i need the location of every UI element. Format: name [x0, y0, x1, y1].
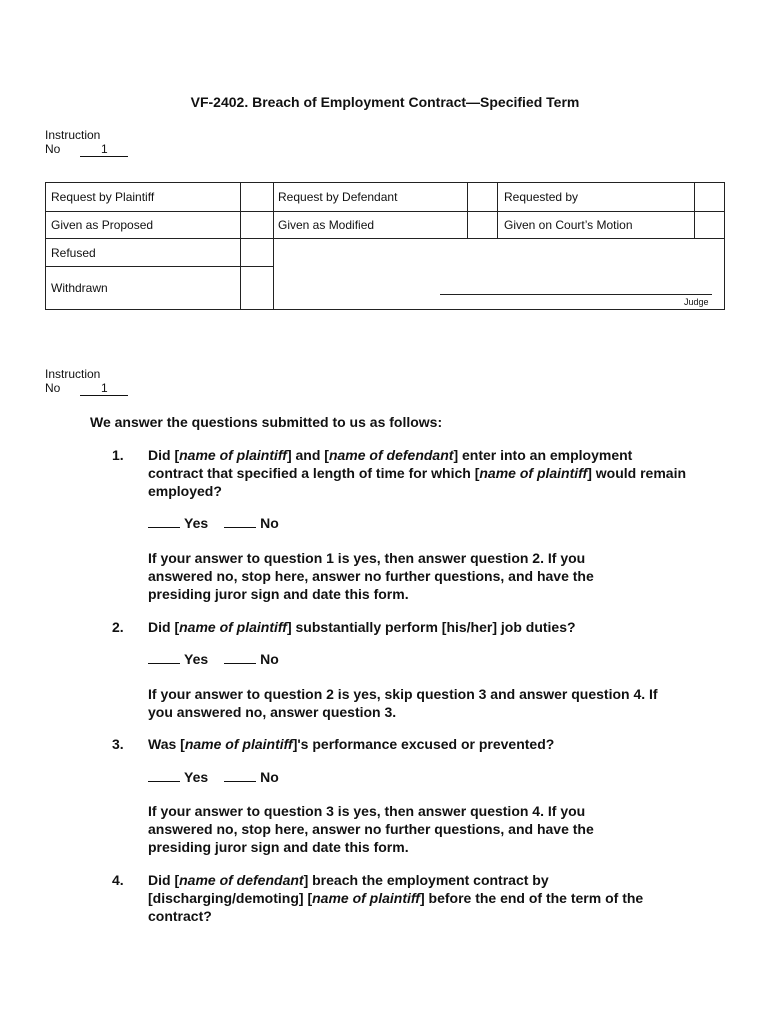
- yes-blank[interactable]: [148, 781, 180, 782]
- question-number: 2.: [112, 619, 124, 635]
- instruction-label: Instruction: [45, 128, 101, 142]
- question-number: 4.: [112, 872, 124, 888]
- instruction-number-field[interactable]: 1: [80, 143, 128, 157]
- yes-blank[interactable]: [148, 663, 180, 664]
- question-4-text: Did [name of defendant] breach the employment contract by [discharging/demoting] [name of plaintiff] before the end of the term of the contract?: [148, 872, 644, 924]
- request-by-defendant-label: Request by Defendant: [278, 190, 398, 204]
- question-number: 1.: [112, 447, 124, 463]
- instruction-number-top: [45, 128, 128, 157]
- requested-by-label: Requested by: [504, 190, 579, 204]
- request-by-plaintiff-checkbox[interactable]: [241, 184, 272, 210]
- refused-checkbox[interactable]: [241, 239, 272, 266]
- question-3-followup: If your answer to question 3 is yes, then answer question 4. If you answered no, stop here, answer no further questions, and have the presiding juror sign and date this form.: [148, 803, 594, 855]
- yes-blank[interactable]: [148, 527, 180, 528]
- request-by-plaintiff-label: Request by Plaintiff: [51, 190, 155, 204]
- given-as-modified-checkbox[interactable]: [468, 212, 496, 238]
- given-as-proposed-checkbox[interactable]: [241, 212, 272, 238]
- withdrawn-checkbox[interactable]: [241, 267, 272, 309]
- page-title: VF-2402. Breach of Employment Contract—Specified Term: [190, 94, 580, 110]
- instruction-no-label: No: [45, 381, 61, 395]
- instruction-number-field[interactable]: 1: [80, 382, 128, 396]
- judge-signature-line[interactable]: [440, 294, 712, 295]
- given-on-courts-motion-label: Given on Court’s Motion: [504, 218, 633, 232]
- no-label: No: [260, 515, 279, 531]
- no-label: No: [260, 769, 279, 785]
- judge-label: Judge: [684, 297, 709, 307]
- no-label: No: [260, 651, 279, 667]
- instruction-label: Instruction: [45, 367, 101, 381]
- question-2-followup: If your answer to question 2 is yes, skip question 3 and answer question 4. If you answered no, answer question 3.: [148, 686, 658, 720]
- given-on-courts-motion-checkbox[interactable]: [695, 212, 723, 238]
- request-status-table: [45, 182, 725, 310]
- question-2-text: Did [name of plaintiff] substantially perform [his/her] job duties?: [148, 619, 576, 635]
- question-1-answer: [148, 515, 279, 531]
- no-blank[interactable]: [224, 527, 256, 528]
- request-by-defendant-checkbox[interactable]: [468, 184, 496, 210]
- question-1-followup: If your answer to question 1 is yes, then answer question 2. If you answered no, stop here, answer no further questions, and have the presiding juror sign and date this form.: [148, 550, 594, 602]
- question-number: 3.: [112, 736, 124, 752]
- instruction-number-bottom: [45, 367, 128, 396]
- no-blank[interactable]: [224, 663, 256, 664]
- instruction-no-label: No: [45, 142, 61, 156]
- question-3-answer: [148, 769, 279, 785]
- no-blank[interactable]: [224, 781, 256, 782]
- refused-label: Refused: [51, 246, 96, 260]
- given-as-proposed-label: Given as Proposed: [51, 218, 154, 232]
- yes-label: Yes: [184, 651, 209, 667]
- withdrawn-label: Withdrawn: [51, 281, 108, 295]
- verdict-intro: We answer the questions submitted to us as follows:: [90, 414, 443, 430]
- question-2-answer: [148, 651, 279, 667]
- given-as-modified-label: Given as Modified: [278, 218, 375, 232]
- requested-by-checkbox[interactable]: [695, 184, 723, 210]
- yes-label: Yes: [184, 769, 209, 785]
- question-1-text: Did [name of plaintiff] and [name of defendant] enter into an employment contract that specified a length of time for which [name of plaintiff] would remain employed?: [148, 447, 687, 499]
- question-3-text: Was [name of plaintiff]'s performance excused or prevented?: [148, 736, 555, 752]
- yes-label: Yes: [184, 515, 209, 531]
